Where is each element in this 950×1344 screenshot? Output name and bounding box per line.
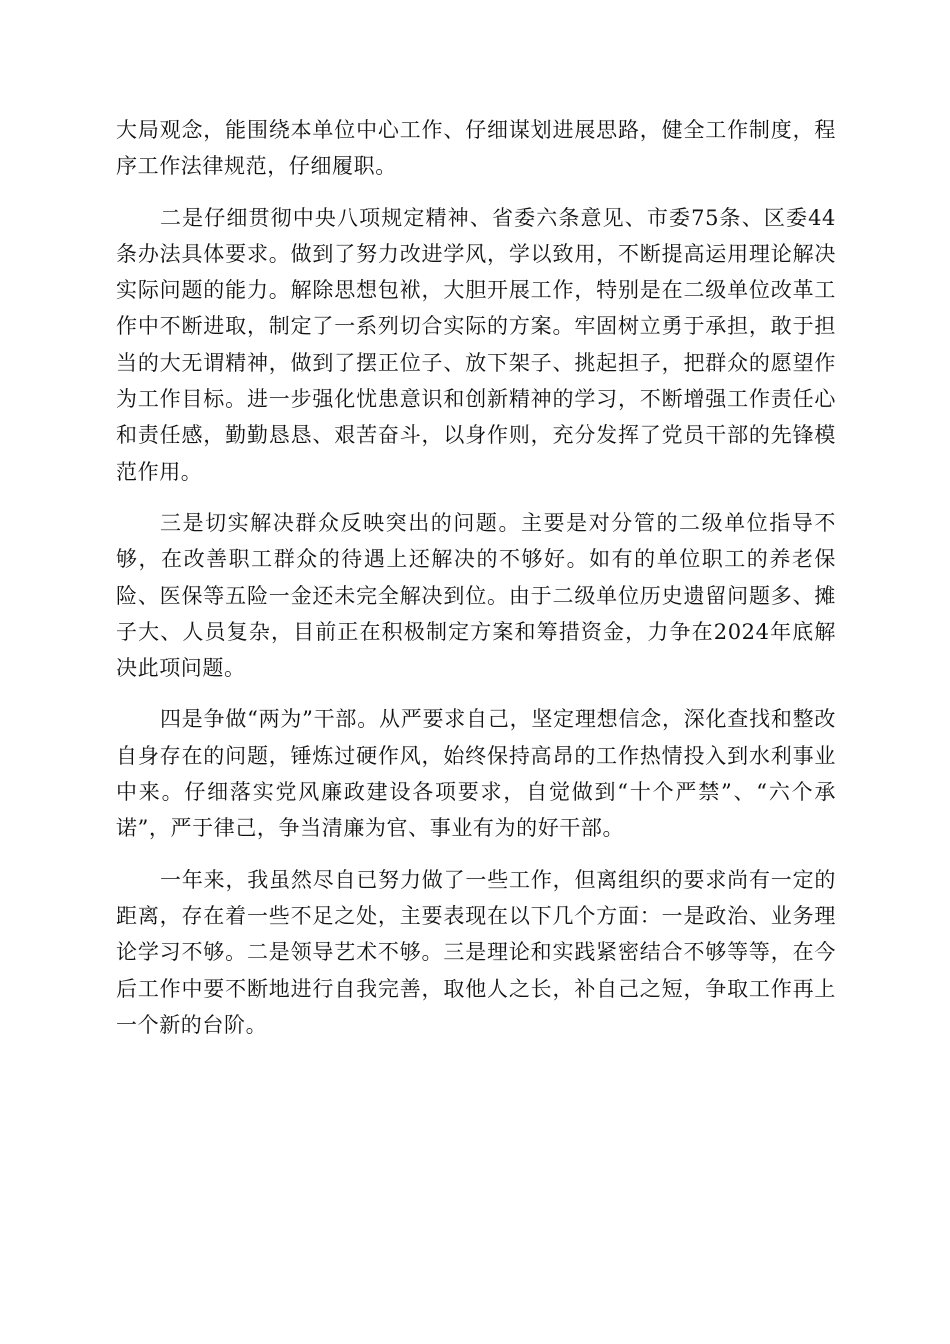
paragraph-summary: 一年来，我虽然尽自已努力做了一些工作，但离组织的要求尚有一定的距离，存在着一些不足之处，主要表现在以下几个方面：一是政治、业务理论学习不够。二是领导艺术不够。三是理论和实践紧密结合不够等等，在今后工作中要不断地进行自我完善，取他人之长，补自己之短，争取工作再上一个新的台阶。 <box>116 867 836 1037</box>
paragraph-point-two: 二是仔细贯彻中央八项规定精神、省委六条意见、市委75条、区委44条办法具体要求。做到了努力改进学风，学以致用，不断提高运用理论解决实际问题的能力。解除思想包袱，大胆开展工作，特别是在二级单位改革工作中不断进取，制定了一系列切合实际的方案。牢固树立勇于承担，敢于担当的大无谓精神，做到了摆正位子、放下架子、挑起担子，把群众的愿望作为工作目标。进一步强化忧患意识和创新精神的学习，不断增强工作责任心和责任感，勤勤恳恳、艰苦奋斗，以身作则，充分发挥了党员干部的先锋模范作用。 <box>116 205 836 484</box>
paragraph-point-four: 四是争做“两为”干部。从严要求自己，坚定理想信念，深化查找和整改自身存在的问题，锤炼过硬作风，始终保持高昂的工作热情投入到水利事业中来。仔细落实党风廉政建设各项要求，自觉做到“十个严禁”、“六个承诺”，严于律己，争当清廉为官、事业有为的好干部。 <box>116 707 836 841</box>
paragraph-continuation: 大局观念，能围绕本单位中心工作、仔细谋划进展思路，健全工作制度，程序工作法律规范，仔细履职。 <box>116 118 836 179</box>
paragraph-point-three: 三是切实解决群众反映突出的问题。主要是对分管的二级单位指导不够，在改善职工群众的待遇上还解决的不够好。如有的单位职工的养老保险、医保等五险一金还未完全解决到位。由于二级单位历史遗留问题多、摊子大、人员复杂，目前正在积极制定方案和筹措资金，力争在2024年底解决此项问题。 <box>116 510 836 681</box>
document-body <box>116 112 836 1058</box>
